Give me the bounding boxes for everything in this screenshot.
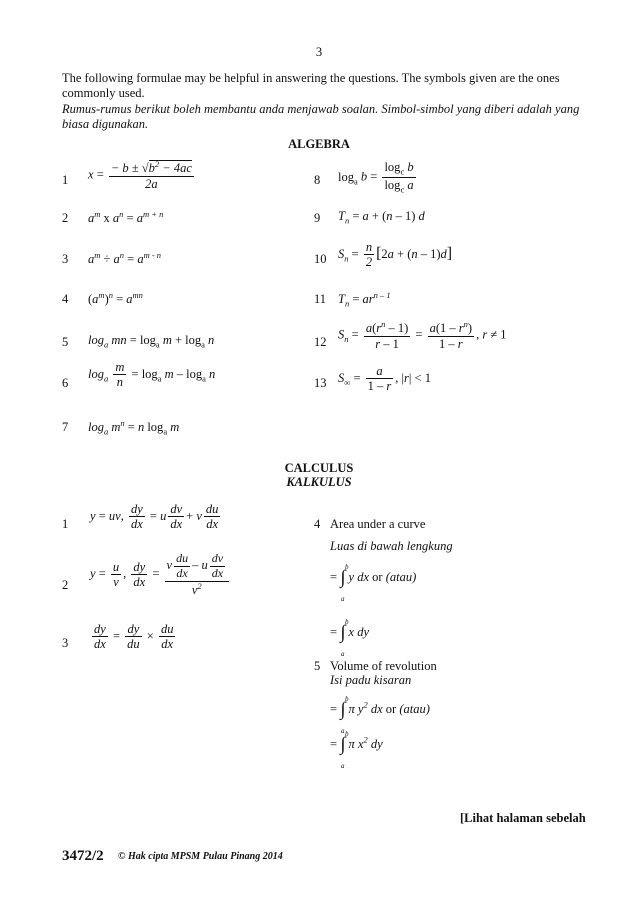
intro-english: The following formulae may be helpful in answering the questions. The symbols given are the ones commonly used. — [62, 71, 560, 100]
calculus-heading-malay: KALKULUS — [286, 475, 352, 489]
gp-nth-term: $T_n = ar^{n - 1}$ — [338, 290, 391, 309]
area-title-malay: Luas di bawah lengkung — [330, 539, 453, 553]
formula-number: 2 — [62, 211, 69, 225]
log-law-power: $\log_a m^n = n$ $\log_a m$ — [88, 418, 180, 437]
or-word: or — [372, 569, 383, 584]
quotient-rule: y = $\frac{u}{v}$ , $\frac{dy}{dx}$ = v $\frac{du}{dx}$ – u $\frac{dv}{dx}$ $v^2$ — [90, 552, 231, 597]
upper-limit: b — [345, 618, 349, 626]
page-number: 3 — [315, 45, 323, 59]
formula-number: 12 — [314, 335, 327, 349]
product-rule: y = uv, $\frac{dy}{dx}$ = u $\frac{dv}{dx}$ + v $\frac{du}{dx}$ — [90, 502, 219, 532]
or-word: or — [385, 701, 397, 716]
formula-number: 13 — [314, 376, 327, 390]
lower-limit: a — [341, 762, 345, 770]
formula-number: 5 — [62, 335, 69, 349]
formula-number: 1 — [62, 173, 69, 187]
index-law-divide: $a^m \div a^n = a^{m - n}$ — [88, 250, 162, 267]
calculus-heading: CALCULUS — [284, 461, 354, 475]
quadratic-formula: x = $\frac{- b \pm √b^2 - 4ac}{2a}$ — [88, 159, 192, 191]
change-of-base-formula: $\log_a b$ = $\frac{\log_c b}{\log_c a}$ — [338, 160, 414, 195]
upper-limit: b — [345, 695, 349, 703]
log-law-product: $\log_a$ mn = $\log_a m + \log_a n$ — [88, 333, 215, 350]
formula-number: 4 — [314, 517, 321, 531]
upper-limit: b — [345, 730, 349, 738]
formula-number: 6 — [62, 376, 69, 390]
volume-title: Volume of revolution — [330, 659, 437, 673]
formula-number: 8 — [314, 173, 321, 187]
formula-number: 1 — [62, 517, 69, 531]
formula-number: 10 — [314, 252, 327, 266]
lower-limit: a — [341, 650, 345, 658]
next-page-note: [Lihat halaman sebelah — [460, 811, 586, 825]
gp-sum-to-infinity: $S_\infty$ = $\frac{a}{1 - r}$ , |r| < 1 — [338, 364, 431, 394]
chain-rule: $\frac{dy}{dx}$ = $\frac{dy}{du}$ × $\frac{du}{dx}$ — [94, 622, 174, 652]
atau-word: (atau) — [385, 569, 417, 584]
atau-word: (atau) — [399, 701, 430, 716]
area-title: Area under a curve — [330, 517, 426, 531]
formula-number: 5 — [314, 659, 321, 673]
volume-title-malay: Isi padu kisaran — [330, 673, 412, 687]
formula-number: 9 — [314, 211, 321, 225]
formula-number: 2 — [62, 578, 69, 592]
algebra-heading: ALGEBRA — [288, 137, 350, 151]
formula-number: 7 — [62, 420, 69, 434]
volume-integral-x: = ∫ π $x^2$ dy — [330, 734, 383, 755]
index-law-power: $(a^m)^n = a^{mn}$ — [88, 290, 143, 307]
gp-sum: $S_n$ = $\frac{a(r^n - 1)}{r - 1}$ = $\frac{a(1 - r^n)}{1 - r}$ , r ≠ 1 — [338, 319, 507, 351]
formula-number: 3 — [62, 636, 69, 650]
upper-limit: b — [345, 563, 349, 571]
ap-sum: $S_n$ = $\frac{n}{2}$ [2a + (n – 1)d] — [338, 240, 453, 270]
volume-integral-y: = ∫ π $y^2$ dx or (atau) — [330, 699, 430, 720]
copyright-notice: © Hak cipta MPSM Pulau Pinang 2014 — [118, 851, 283, 862]
paper-code: 3472/2 — [62, 848, 104, 864]
formula-number: 3 — [62, 252, 69, 266]
formula-number: 11 — [314, 292, 327, 306]
ap-nth-term: $T_n = a + (n - 1)$ d — [338, 209, 425, 226]
area-integral-y-dx: = ∫ y dx or (atau) — [330, 567, 417, 588]
log-law-quotient: $\log_a$ $\frac{m}{n}$ = $\log_a m - \log_a n$ — [88, 360, 216, 390]
formula-number: 4 — [62, 292, 69, 306]
intro-malay: Rumus-rumus berikut boleh membantu anda menjawab soalan. Simbol-simbol yang diberi adalah yang biasa digunakan. — [62, 102, 580, 131]
lower-limit: a — [341, 727, 345, 735]
lower-limit: a — [341, 595, 345, 603]
area-integral-x-dy: = ∫ x dy — [330, 622, 370, 643]
index-law-multiply: $a^m$ x $a^n = a^{m + n}$ — [88, 209, 164, 226]
